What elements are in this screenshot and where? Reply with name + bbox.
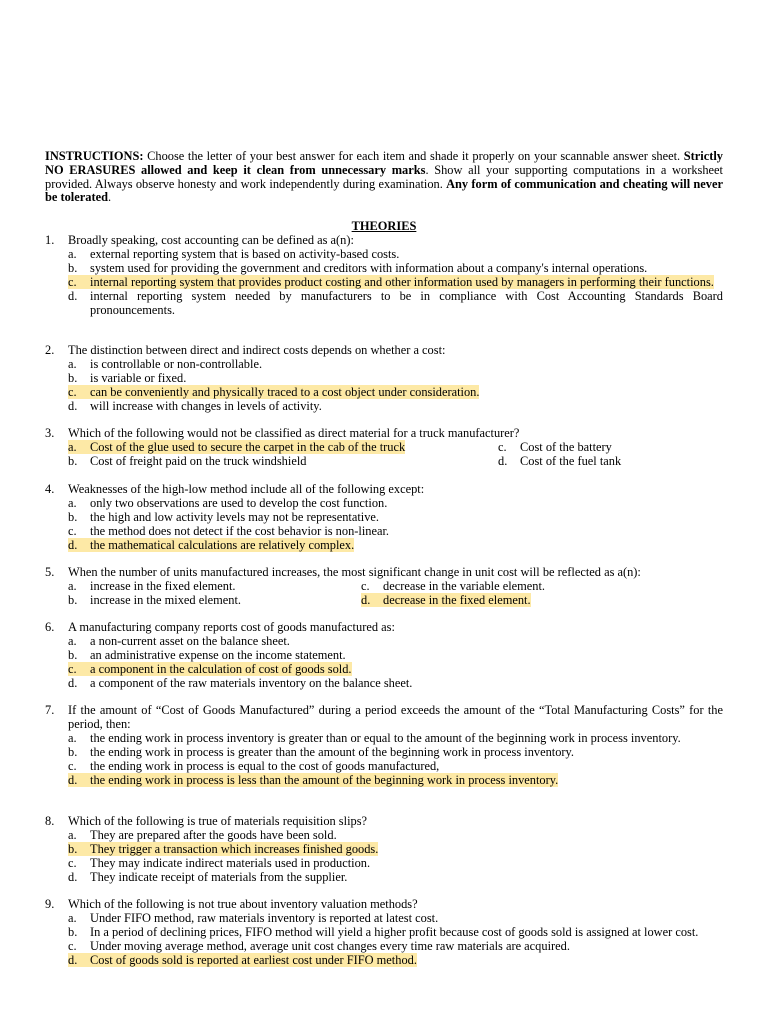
option-d-highlighted[interactable]: d. the ending work in process is less than the amount of the beginning work in process inventory. [68,773,559,787]
option-a[interactable]: a. a non-current asset on the balance sheet. [68,634,290,648]
option-b[interactable]: b. is variable or fixed. [68,371,187,385]
option-b[interactable]: b. Cost of freight paid on the truck windshield [68,454,307,468]
question-3: 3. Which of the following would not be classified as direct material for a truck manufacturer? a. Cost of the glue used to secure the carpet in the cab of the truck c. Cost of the battery b. Cost of freight paid on the truck windshield d. Cost of the fuel tank [45,426,723,468]
option-a[interactable]: a. external reporting system that is based on activity-based costs. [68,247,400,261]
option-c[interactable]: c. Cost of the battery [498,440,612,454]
option-a[interactable]: a. only two observations are used to develop the cost function. [68,496,388,510]
option-a[interactable]: a. the ending work in process inventory is greater than or equal to the amount of the beginning work in process inventory. [68,731,681,745]
option-c[interactable]: c. They may indicate indirect materials used in production. [68,856,371,870]
question-text: If the amount of “Cost of Goods Manufactured” during a period exceeds the amount of the “Total Manufacturing Costs” for the period, then: [68,703,723,731]
question-text: A manufacturing company reports cost of goods manufactured as: [68,620,395,634]
question-text: Broadly speaking, cost accounting can be defined as a(n): [68,233,354,247]
option-d-highlighted[interactable]: d. Cost of goods sold is reported at earliest cost under FIFO method. [68,953,417,967]
option-c-highlighted[interactable]: c. a component in the calculation of cost of goods sold. [68,662,352,676]
option-c[interactable]: c. Under moving average method, average unit cost changes every time raw materials are acquired. [68,939,570,953]
question-9: 9. Which of the following is not true about inventory valuation methods? a. Under FIFO method, raw materials inventory is reported at latest cost. b. In a period of declining prices, FIFO method will yield a higher profit because cost of goods sold is assigned at lower cost. c. Under moving average method, average unit cost changes every time raw materials are acquired. d. Cost of goods sold is reported at earliest cost under FIFO method. [45,897,723,967]
option-c[interactable]: c. decrease in the variable element. [361,579,546,593]
option-a[interactable]: a. is controllable or non-controllable. [68,357,263,371]
question-8: 8. Which of the following is true of materials requisition slips? a. They are prepared after the goods have been sold. b. They trigger a transaction which increases finished goods. c. They may indicate indirect materials used in production. d. They indicate receipt of materials from the supplier. [45,814,723,884]
option-a[interactable]: a. Under FIFO method, raw materials inventory is reported at latest cost. [68,911,439,925]
section-title: THEORIES [351,219,417,233]
option-c-highlighted[interactable]: c. internal reporting system that provides product costing and other information used by managers in performing their functions. [68,275,714,289]
option-d-highlighted[interactable]: d. decrease in the fixed element. [361,593,531,607]
option-b[interactable]: b. an administrative expense on the income statement. [68,648,346,662]
question-6: 6. A manufacturing company reports cost of goods manufactured as: a. a non-current asset on the balance sheet. b. an administrative expense on the income statement. c. a component in the calculation of cost of goods sold. d. a component of the raw materials inventory on the balance sheet. [45,620,723,690]
question-7: 7. If the amount of “Cost of Goods Manufactured” during a period exceeds the amount of the “Total Manufacturing Costs” for the period, then: a. the ending work in process inventory is greater than or equal to the amount of the beginning work in process inventory. b. the ending work in process is greater than the amount of the beginning work in process inventory. c. the ending work in process is equal to the cost of goods manufactured, d. the ending work in process is less than the amount of the beginning work in process inventory. [45,703,723,787]
option-a[interactable]: a. They are prepared after the goods have been sold. [68,828,337,842]
question-text: Weaknesses of the high-low method include all of the following except: [68,482,425,496]
option-c-highlighted[interactable]: c. can be conveniently and physically traced to a cost object under consideration. [68,385,480,399]
option-d-highlighted[interactable]: d. the mathematical calculations are relatively complex. [68,538,355,552]
option-a-highlighted[interactable]: a. Cost of the glue used to secure the carpet in the cab of the truck [68,440,406,454]
instructions: INSTRUCTIONS: Choose the letter of your best answer for each item and shade it properly on your scannable answer sheet. Strictly NO ERASURES allowed and keep it clean from unnecessary marks. Show all your supporting computations in a worksheet provided. Always observe honesty and work independently during examination. Any form of communication and cheating will never be tolerated. [45,149,723,205]
option-b[interactable]: b. increase in the mixed element. [68,593,242,607]
instructions-label: INSTRUCTIONS: [45,149,144,163]
option-b[interactable]: b. In a period of declining prices, FIFO method will yield a higher profit because cost of goods sold is assigned at lower cost. [68,925,699,939]
option-b-highlighted[interactable]: b. They trigger a transaction which increases finished goods. [68,842,379,856]
option-d[interactable]: d. Cost of the fuel tank [498,454,622,468]
question-text: When the number of units manufactured increases, the most significant change in unit cost will be reflected as a(n): [68,565,641,579]
question-4: 4. Weaknesses of the high-low method include all of the following except: a. only two observations are used to develop the cost function. b. the high and low activity levels may not be representative. c. the method does not detect if the cost behavior is non-linear. d. the mathematical calculations are relatively complex. [45,482,723,552]
question-text: Which of the following is not true about inventory valuation methods? [68,897,418,911]
question-text: The distinction between direct and indirect costs depends on whether a cost: [68,343,446,357]
option-d[interactable]: d. a component of the raw materials inventory on the balance sheet. [68,676,413,690]
question-text: Which of the following is true of materials requisition slips? [68,814,368,828]
question-2: 2. The distinction between direct and indirect costs depends on whether a cost: a. is controllable or non-controllable. b. is variable or fixed. c. can be conveniently and physically traced to a cost object under consideration. d. will increase with changes in levels of activity. [45,343,723,413]
option-b[interactable]: b. the ending work in process is greater than the amount of the beginning work in process inventory. [68,745,575,759]
option-d[interactable]: d. internal reporting system needed by manufacturers to be in compliance with Cost Accounting Standards Board pronouncements. [68,289,723,317]
option-b[interactable]: b. system used for providing the government and creditors with information about a company's internal operations. [68,261,648,275]
option-d[interactable]: d. They indicate receipt of materials from the supplier. [68,870,348,884]
option-c[interactable]: c. the method does not detect if the cost behavior is non-linear. [68,524,390,538]
option-c[interactable]: c. the ending work in process is equal to the cost of goods manufactured, [68,759,440,773]
option-d[interactable]: d. will increase with changes in levels of activity. [68,399,322,413]
question-text: Which of the following would not be classified as direct material for a truck manufacturer? [68,426,520,440]
option-b[interactable]: b. the high and low activity levels may not be representative. [68,510,380,524]
question-1: 1. Broadly speaking, cost accounting can be defined as a(n): a. external reporting system that is based on activity-based costs. b. system used for providing the government and creditors with information about a company's internal operations. c. internal reporting system that provides product costing and other information used by managers in performing their functions. d. internal reporting system needed by manufacturers to be in compliance with Cost Accounting Standards Board pronouncements. [45,233,723,317]
question-5: 5. When the number of units manufactured increases, the most significant change in unit cost will be reflected as a(n): a. increase in the fixed element. c. decrease in the variable element. b. increase in the mixed element. d. decrease in the fixed element. [45,565,723,607]
option-a[interactable]: a. increase in the fixed element. [68,579,236,593]
